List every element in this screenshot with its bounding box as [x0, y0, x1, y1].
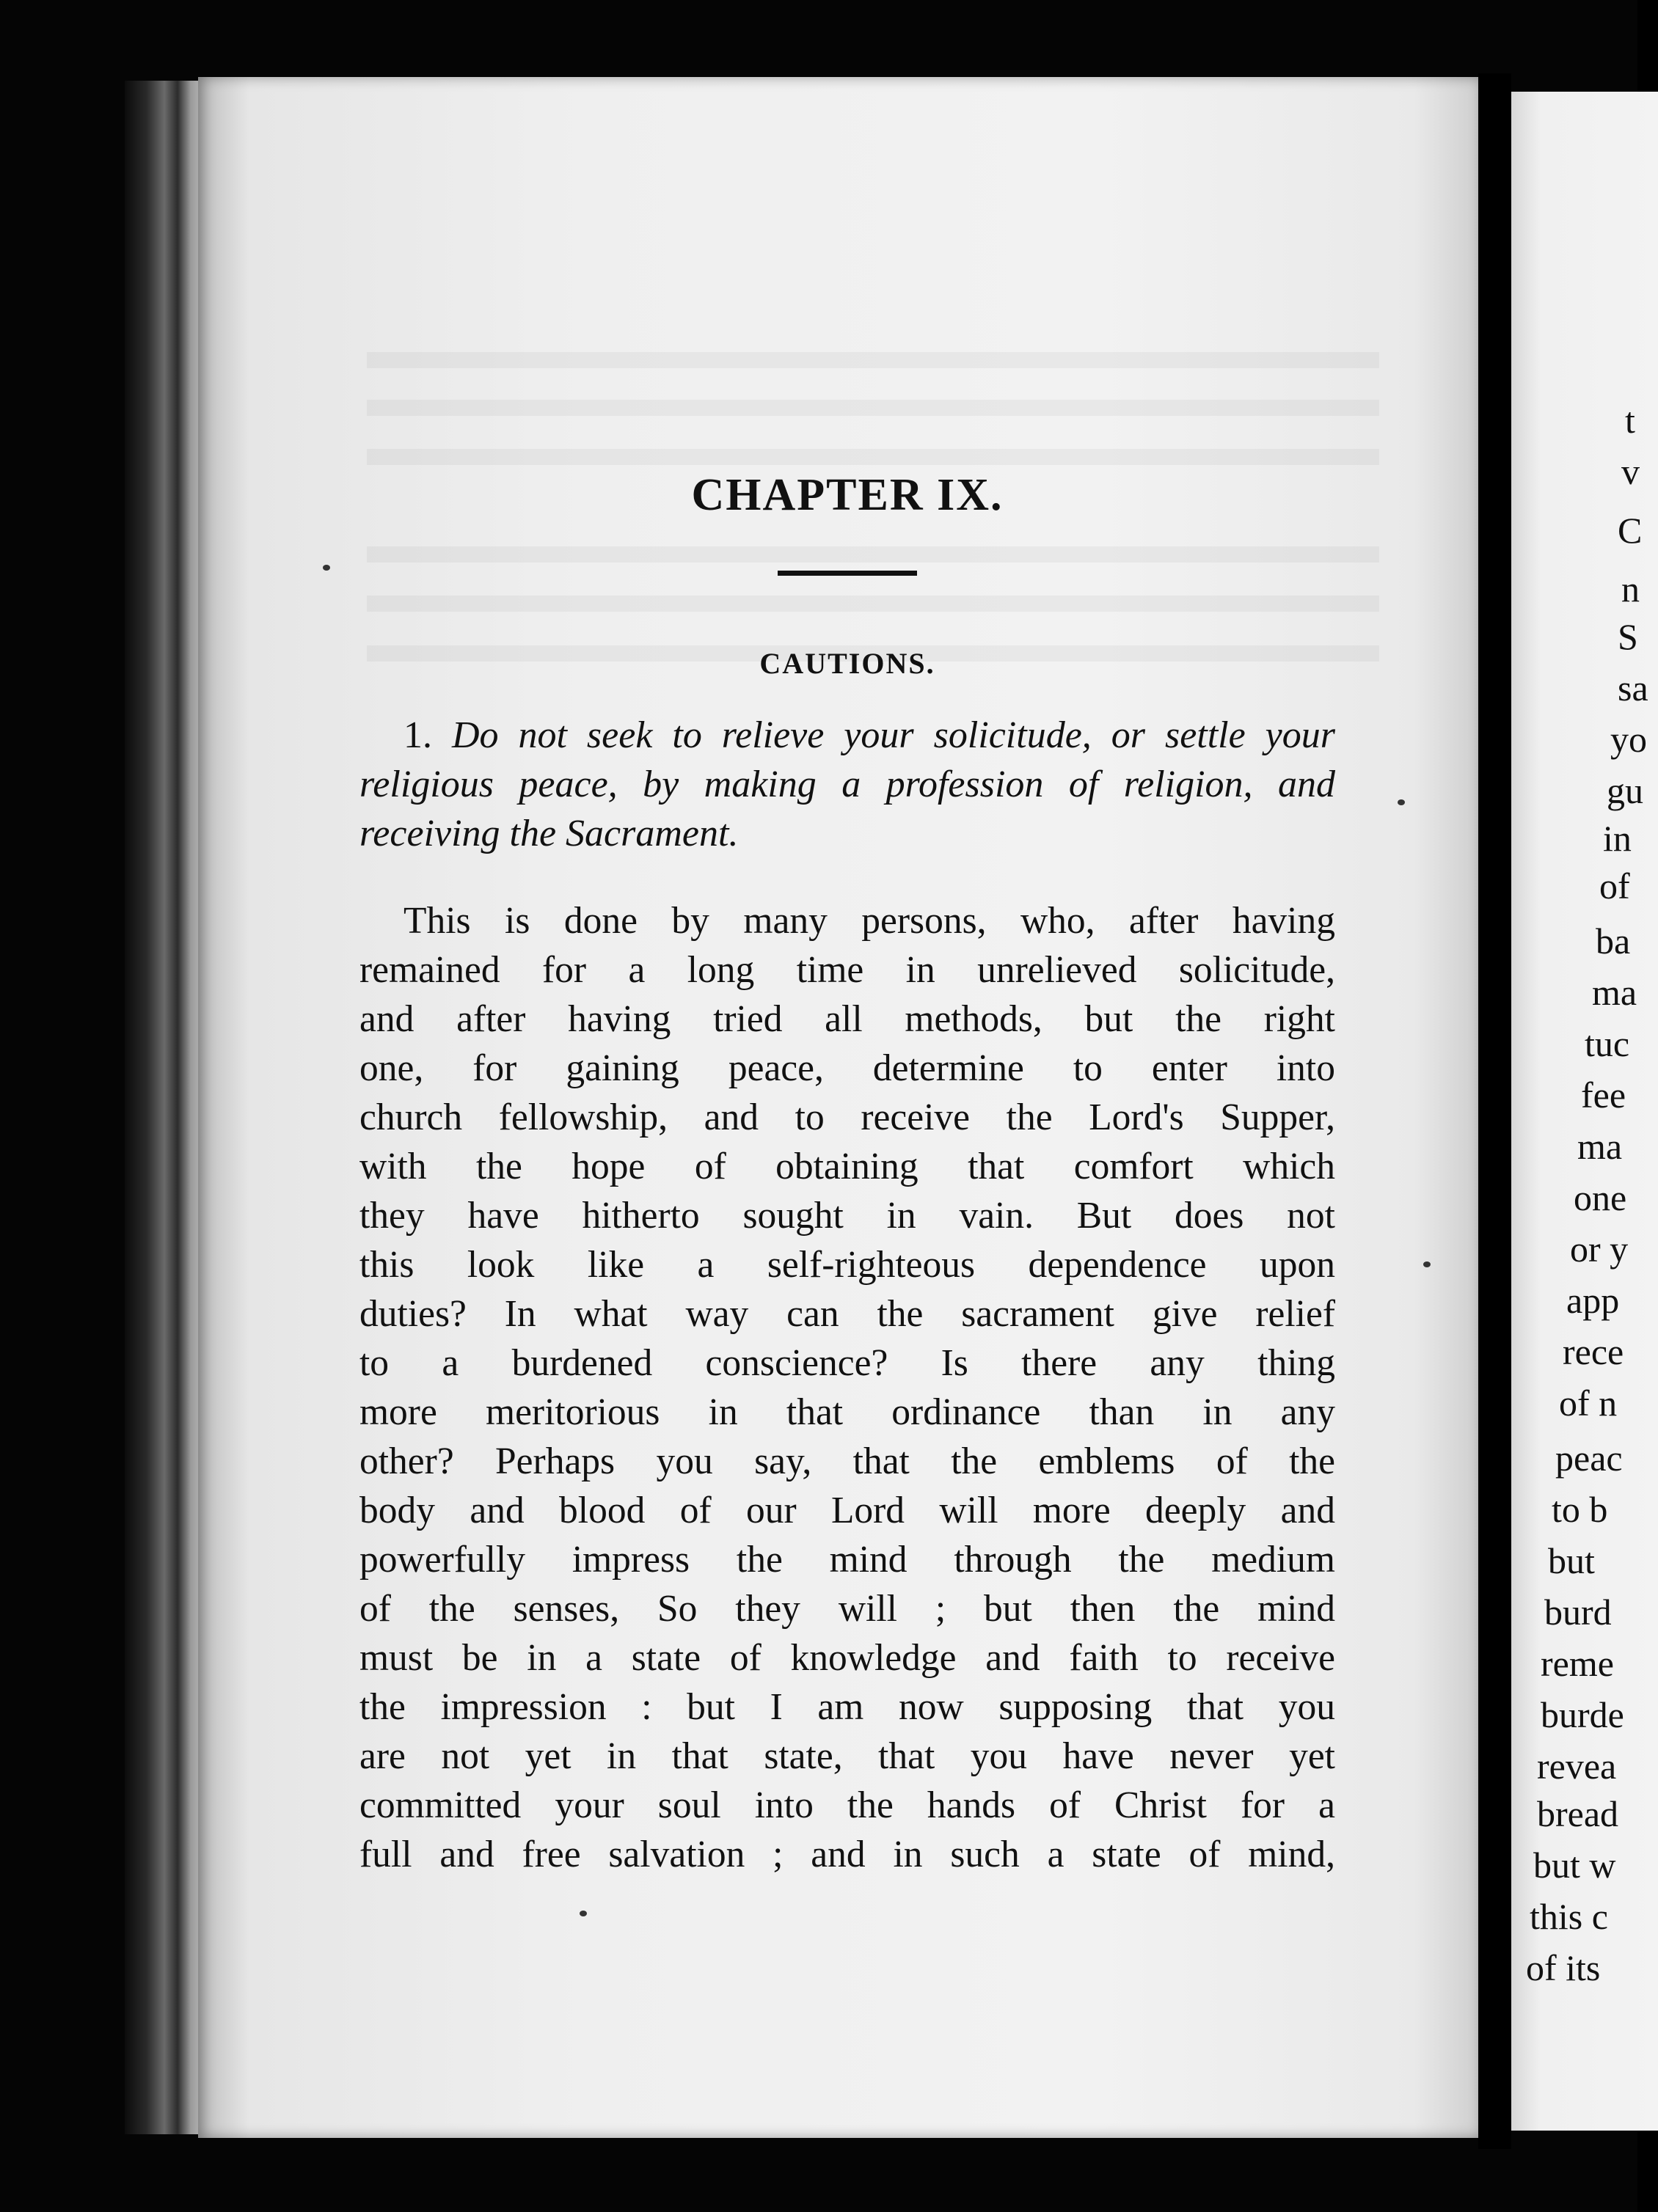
- right-page-fragment: ba: [1596, 920, 1631, 962]
- right-page-fragment: one: [1574, 1177, 1627, 1218]
- body-line: full and free salvation ; and in such a state of mind,: [359, 1834, 1335, 1875]
- right-page-fragment: this c: [1530, 1896, 1608, 1937]
- body-line: remained for a long time in unrelieved solicitude,: [359, 949, 1335, 991]
- ink-speck: [323, 565, 330, 571]
- body-line: with the hope of obtaining that comfort which: [359, 1146, 1335, 1187]
- caution-number: 1.: [403, 714, 432, 756]
- right-page-fragment: v: [1621, 451, 1640, 492]
- right-page-fragment: bread: [1537, 1793, 1619, 1834]
- right-page-fragment: or y: [1570, 1228, 1629, 1270]
- section-subhead: CAUTIONS.: [759, 647, 935, 680]
- body-line: are not yet in that state, that you have never yet: [359, 1735, 1335, 1777]
- body-line: of the senses, So they will ; but then the mind: [359, 1588, 1335, 1630]
- body-line: to a burdened conscience? Is there any thing: [359, 1342, 1335, 1384]
- body-line: powerfully impress the mind through the medium: [359, 1539, 1335, 1581]
- show-through-line: [367, 400, 1379, 416]
- right-page-fragment: but: [1548, 1540, 1595, 1581]
- ink-speck: [1423, 1261, 1431, 1267]
- ink-speck: [1398, 799, 1405, 805]
- body-line: one, for gaining peace, determine to enter into: [359, 1047, 1335, 1089]
- right-page-fragment: app: [1566, 1280, 1620, 1321]
- right-page-fragment: revea: [1537, 1746, 1617, 1787]
- right-page-fragment: C: [1618, 510, 1643, 551]
- right-page-fragment: sa: [1618, 667, 1648, 708]
- right-page-fragment: burde: [1541, 1694, 1624, 1735]
- right-page-fragment: in: [1603, 818, 1632, 859]
- right-page-fragment: yo: [1610, 719, 1647, 760]
- right-page-fragment: of its: [1526, 1947, 1601, 1988]
- right-page-fragment: fee: [1581, 1074, 1626, 1116]
- body-line: the impression : but I am now supposing that you: [359, 1686, 1335, 1728]
- body-line: more meritorious in that ordinance than in any: [359, 1391, 1335, 1433]
- right-page-fragment: of n: [1559, 1382, 1618, 1424]
- chapter-title: CHAPTER IX.: [691, 470, 1004, 520]
- body-line: duties? In what way can the sacrament give relief: [359, 1293, 1335, 1335]
- show-through-line: [367, 352, 1379, 368]
- right-page-fragment: tuc: [1585, 1023, 1630, 1064]
- body-line: church fellowship, and to receive the Lord's Supper,: [359, 1096, 1335, 1138]
- body-line: other? Perhaps you say, that the emblems of the: [359, 1440, 1335, 1482]
- right-page-fragment: of: [1599, 865, 1630, 907]
- body-line: committed your soul into the hands of Christ for a: [359, 1784, 1335, 1826]
- right-page-fragment: t: [1625, 400, 1635, 441]
- ink-speck: [580, 1911, 587, 1916]
- body-paragraph: [359, 896, 1335, 1879]
- right-page-fragment: ma: [1577, 1126, 1623, 1167]
- page-text: [359, 462, 1335, 1879]
- caution-heading: [359, 711, 1335, 858]
- body-line: body and blood of our Lord will more deeply and: [359, 1490, 1335, 1531]
- right-page-fragment: gu: [1607, 770, 1643, 811]
- body-line: they have hitherto sought in vain. But does not: [359, 1195, 1335, 1237]
- right-page-fragment: peac: [1555, 1438, 1623, 1479]
- right-page-fragment: n: [1621, 568, 1640, 609]
- right-page-fragment: ma: [1592, 972, 1637, 1013]
- right-page-fragment: but w: [1533, 1845, 1616, 1886]
- title-rule: [778, 571, 917, 576]
- body-line: this look like a self-righteous dependence upon: [359, 1244, 1335, 1286]
- right-page-fragment: S: [1618, 616, 1638, 657]
- body-line: must be in a state of knowledge and faith to receive: [359, 1637, 1335, 1679]
- right-page-fragment: to b: [1552, 1489, 1608, 1530]
- right-page-fragment: reme: [1541, 1643, 1614, 1684]
- body-line: and after having tried all methods, but the right: [359, 998, 1335, 1040]
- body-line: This is done by many persons, who, after having: [403, 900, 1335, 942]
- right-page-fragment: burd: [1544, 1592, 1612, 1633]
- page-gutter: [1478, 73, 1511, 2149]
- right-page-fragment: rece: [1563, 1331, 1624, 1372]
- caution-text: Do not seek to relieve your solicitude, or settle your religious peace, by making a profession of religion, and receiving the Sacrament.: [359, 714, 1335, 854]
